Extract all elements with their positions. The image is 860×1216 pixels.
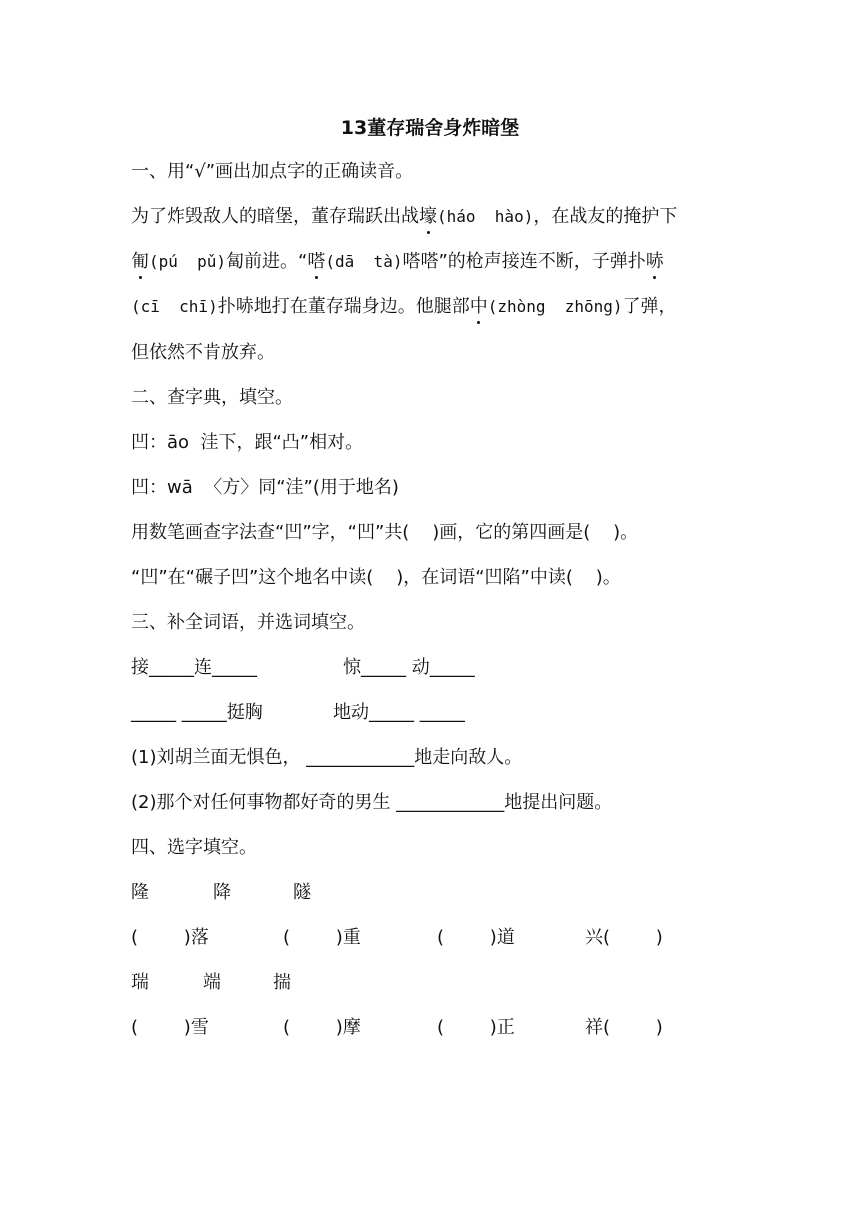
section4-heading: 四、选字填空。 xyxy=(131,837,257,858)
fill-sentence-2: (2)那个对任何事物都好奇的男生 ____________地提出问题。 xyxy=(131,792,613,813)
page-title: 13董存瑞舍身炸暗堡 xyxy=(340,117,520,139)
char-option: 隧 xyxy=(293,882,311,903)
word-blank: 惊_____ 动_____ xyxy=(343,657,475,678)
section1-line-3 xyxy=(131,295,677,319)
dotted-char: 嗒 xyxy=(307,251,326,272)
pinyin-options: (dā tà) xyxy=(325,252,403,271)
char-blank: ( )雪 xyxy=(131,1017,209,1038)
section1-line-2 xyxy=(131,250,664,274)
pinyin-options: (cī chī) xyxy=(131,297,218,316)
pinyin-options: (háo hào) xyxy=(437,207,534,226)
char-blank: ( )落 xyxy=(131,927,209,948)
text: 扑哧地打在董存瑞身边。他腿部 xyxy=(217,296,470,317)
pinyin-options: (pú pǔ) xyxy=(149,252,227,271)
char-blank: ( )道 xyxy=(437,927,515,948)
section1-line-4: 但依然不肯放弃。 xyxy=(131,342,275,363)
fill-sentence-1: (1)刘胡兰面无惧色， ____________地走向敌人。 xyxy=(131,747,523,768)
text: 嗒嗒”的枪声接连不断，子弹扑 xyxy=(402,251,646,272)
definition-wa: 凹：wā 〈方〉同“洼”(用于地名) xyxy=(131,477,399,498)
char-blank: ( )重 xyxy=(283,927,361,948)
question-readings: “凹”在“碾子凹”这个地名中读( )，在词语“凹陷”中读( )。 xyxy=(131,567,621,588)
dotted-char: 匍 xyxy=(131,251,149,272)
char-option: 瑞 xyxy=(131,972,149,993)
text: 匐前进。“ xyxy=(226,251,308,272)
word-blank: 接_____连_____ xyxy=(131,657,257,678)
char-option: 端 xyxy=(203,972,221,993)
dotted-char: 哧 xyxy=(645,251,664,272)
char-option: 降 xyxy=(213,882,231,903)
section2-heading: 二、查字典，填空。 xyxy=(131,387,293,408)
section3-heading: 三、补全词语，并选词填空。 xyxy=(131,612,365,633)
question-strokes: 用数笔画查字法查“凹”字，“凹”共( )画，它的第四画是( )。 xyxy=(131,522,639,543)
char-option: 隆 xyxy=(131,882,149,903)
char-blank: ( )正 xyxy=(437,1017,515,1038)
dotted-char: 壕 xyxy=(419,206,437,227)
text: ，在战友的掩护下 xyxy=(533,206,678,227)
char-option: 揣 xyxy=(273,972,291,993)
char-blank: 祥( ) xyxy=(585,1017,663,1038)
section1-line-1 xyxy=(131,205,677,229)
definition-ao: 凹：āo 洼下，跟“凸”相对。 xyxy=(131,432,364,453)
word-blank: 地动_____ _____ xyxy=(333,702,465,723)
char-blank: 兴( ) xyxy=(585,927,663,948)
dotted-char: 中 xyxy=(469,296,488,317)
word-blank: _____ _____挺胸 xyxy=(131,702,263,723)
char-blank: ( )摩 xyxy=(283,1017,361,1038)
text: 了弹， xyxy=(622,296,677,317)
text: 为了炸毁敌人的暗堡，董存瑞跃出战 xyxy=(131,206,419,227)
pinyin-options: (zhòng zhōng) xyxy=(487,297,623,316)
section1-heading: 一、用“√”画出加点字的正确读音。 xyxy=(131,161,414,182)
char-blanks-2 xyxy=(131,1016,663,1160)
